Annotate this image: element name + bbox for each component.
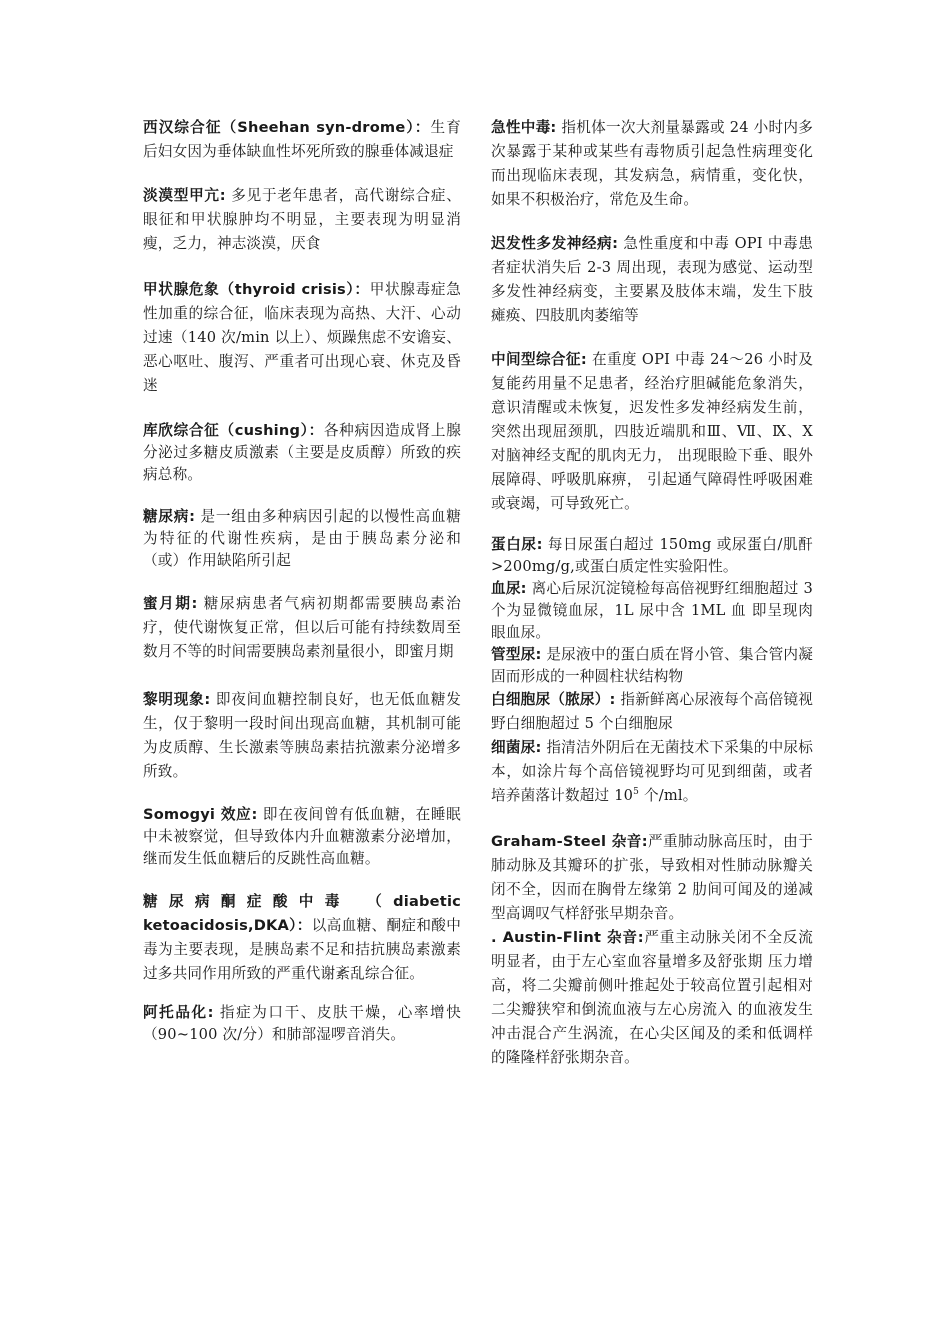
entry-text: 即在夜间曾有低血糖，在睡眠中未被察觉，但导致体内升血糖激素分泌增加，继而发生低血糖后的反跳性高血糖。 (143, 806, 461, 867)
entry-sheehan-syndrome (143, 116, 461, 164)
entry-atropinization (143, 1002, 461, 1046)
entry-acute-poisoning (491, 116, 813, 212)
entry-somogyi-effect (143, 804, 461, 870)
entry-hematuria (491, 578, 813, 644)
entry-text: 在重度 OPI 中毒 24～26 小时及复能药用量不足患者，经治疗胆碱能危象消失，意识清醒或未恢复，迟发性多发神经病发生前，突然出现屈颈肌，四肢近端肌和Ⅲ、Ⅶ、Ⅸ、Ⅹ对脑神经支配的肌肉无力， 出现眼睑下垂、眼外展障碍、呼吸肌麻痹， 引起通气障碍性呼吸困难或衰竭，可导致死亡。 (491, 351, 813, 512)
entry-term: 库欣综合征（cushing）： (143, 422, 324, 439)
entry-term: 糖尿病: (143, 508, 196, 525)
entry-thyroid-crisis (143, 278, 461, 398)
entry-delayed-polyneuropathy (491, 232, 813, 328)
entry-text: 即夜间血糖控制良好，也无低血糖发生，仅于黎明一段时间出现高血糖，其机制可能为皮质醇、生长激素等胰岛素拮抗激素分泌增多所致。 (143, 691, 461, 780)
entry-text: 多见于老年患者，高代谢综合症、眼征和甲状腺肿均不明显，主要表现为明显消瘦，乏力，神志淡漠，厌食 (143, 187, 462, 252)
entry-text: 指新鲜离心尿液每个高倍镜视野白细胞超过 5 个白细胞尿 (491, 691, 813, 732)
entry-text: 急性重度和中毒 OPI 中毒患者症状消失后 2-3 周出现，表现为感觉、运动型多发性神经病变，主要累及肢体末端，发生下肢瘫痪、四肢肌肉萎缩等 (491, 235, 813, 324)
entry-term: 西汉综合征（Sheehan syn-drome）： (143, 119, 431, 136)
entry-text: 指症为口干、皮肤干燥，心率增快（90~100 次/分）和肺部湿啰音消失。 (143, 1004, 462, 1043)
entry-text: 糖尿病患者气病初期都需要胰岛素治疗，使代谢恢复正常，但以后可能有持续数周至数月不等的时间需要胰岛素剂量很小，即蜜月期 (143, 595, 461, 660)
entry-text: 生育后妇女因为垂体缺血性坏死所致的腺垂体减退症 (143, 119, 461, 160)
entry-term: 中间型综合征: (491, 351, 587, 368)
entry-term: 白细胞尿（脓尿）: (491, 691, 616, 708)
entry-pyuria (491, 688, 813, 736)
entry-text: 指机体一次大剂量暴露或 24 小时内多次暴露于某种或某些有毒物质引起急性病理变化而出现临床表现，其发病急，病情重，变化快，如果不积极治疗，常危及生命。 (491, 119, 813, 208)
entry-term: 阿托品化: (143, 1004, 214, 1021)
right-column (491, 112, 813, 1070)
entry-text: 严重主动脉关闭不全反流明显者，由于左心室血容量增多及舒张期 压力增高，将二尖瓣前侧叶推起处于较高位置引起相对二尖瓣狭窄和倒流血液与左心房流入 的血液发生冲击混合产生涡流，在心尖区闻及的柔和低调样的隆隆样舒张期杂音。 (491, 929, 813, 1066)
entry-text: 各种病因造成肾上腺分泌过多糖皮质激素（主要是皮质醇）所致的疾病总称。 (143, 422, 461, 483)
entry-term: 蛋白尿: (491, 536, 543, 553)
entry-honeymoon-period (143, 592, 461, 664)
entry-text: 指清洁外阴后在无菌技术下采集的中尿标本，如涂片每个高倍镜视野均可见到细菌，或者培养菌落计数超过 10 (491, 739, 813, 804)
entry-bacteriuria (491, 736, 813, 808)
entry-term: . Austin-Flint 杂音: (491, 929, 644, 946)
entry-text: 离心后尿沉淀镜检每高倍视野红细胞超过 3 个为显微镜血尿，1L 尿中含 1ML 血 即呈现肉眼血尿。 (491, 580, 814, 641)
entry-text: 以高血糖、酮症和酸中毒为主要表现，是胰岛素不足和拮抗胰岛素激素过多共同作用所致的严重代谢紊乱综合征。 (143, 917, 461, 982)
entry-term: Graham-Steel 杂音: (491, 833, 648, 850)
entry-text-after: 个/ml。 (639, 787, 698, 804)
entry-term: 急性中毒: (491, 119, 557, 136)
entry-term: 迟发性多发神经病: (491, 235, 619, 252)
entry-graham-steel-murmur (491, 830, 813, 926)
entry-term: 血尿: (491, 580, 527, 597)
entry-cushing-syndrome (143, 420, 461, 486)
entry-text: 每日尿蛋白超过 150mg 或尿蛋白/肌酐>200mg/g,或蛋白质定性实验阳性。 (491, 536, 813, 575)
entry-term: 甲状腺危象（thyroid crisis）： (143, 281, 370, 298)
entry-text: 甲状腺毒症急性加重的综合征，临床表现为高热、大汗、心动过速（140 次/min 以上）、烦躁焦虑不安谵妄、恶心呕吐、腹泻、严重者可出现心衰、休克及昏迷 (143, 281, 461, 394)
entry-intermediate-syndrome (491, 348, 813, 516)
entry-diabetic-ketoacidosis (143, 890, 461, 986)
entry-text: 严重肺动脉高压时，由于肺动脉及其瓣环的扩张，导致相对性肺动脉瓣关闭不全，因而在胸骨左缘第 2 肋间可闻及的递减型高调叹气样舒张早期杂音。 (491, 833, 813, 922)
entry-text: 是一组由多种病因引起的以慢性高血糖为特征的代谢性疾病，是由于胰岛素分泌和（或）作用缺陷所引起 (143, 508, 461, 569)
entry-term: 蜜月期: (143, 595, 198, 612)
entry-dawn-phenomenon (143, 688, 461, 784)
entry-apathetic-hyperthyroidism (143, 184, 461, 256)
entry-term: 糖尿病酮症酸中毒 （diabetic ketoacidosis,DKA）： (143, 893, 461, 934)
entry-term: 黎明现象: (143, 691, 211, 708)
entry-term: Somogyi 效应: (143, 806, 258, 823)
left-column (143, 112, 461, 1046)
entry-proteinuria (491, 534, 813, 578)
entry-text: 是尿液中的蛋白质在肾小管、集合管内凝固而形成的一种圆柱状结构物 (491, 646, 813, 685)
entry-term: 细菌尿: (491, 739, 542, 756)
entry-casts-urine (491, 644, 813, 688)
entry-term: 淡漠型甲亢: (143, 187, 226, 204)
superscript-exponent: 5 (633, 787, 640, 798)
entry-diabetes (143, 506, 461, 572)
entry-austin-flint-murmur (491, 926, 813, 1070)
entry-term: 管型尿: (491, 646, 542, 663)
